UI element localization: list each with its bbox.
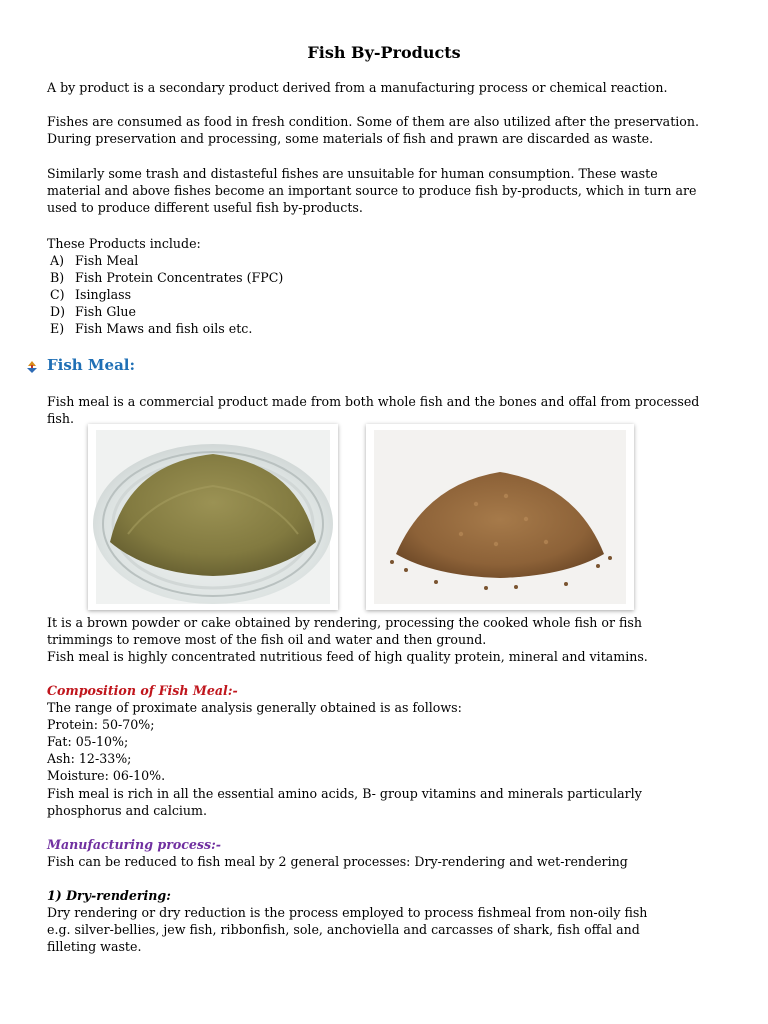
arrow-bullet-icon bbox=[25, 360, 39, 374]
list-item bbox=[50, 269, 283, 286]
products-heading: These Products include: bbox=[47, 236, 201, 251]
page-title: Fish By-Products bbox=[307, 43, 461, 62]
list-letter: D) bbox=[50, 304, 66, 319]
list-text: Isinglass bbox=[75, 287, 132, 302]
list-letter: A) bbox=[50, 253, 65, 268]
composition-protein: Protein: 50-70%; bbox=[47, 717, 155, 732]
composition-intro: The range of proximate analysis generally obtained is as follows: bbox=[47, 700, 462, 715]
list-item bbox=[50, 286, 283, 303]
dry-rendering-line-2: e.g. silver-bellies, jew fish, ribbonfish, sole, anchoviella and carcasses of shark, fish offal and bbox=[47, 922, 640, 937]
list-item bbox=[50, 252, 283, 269]
fish-meal-description-line-1: It is a brown powder or cake obtained by rendering, processing the cooked whole fish or fish bbox=[47, 615, 642, 630]
manufacturing-text: Fish can be reduced to fish meal by 2 general processes: Dry-rendering and wet-rendering bbox=[47, 854, 628, 869]
dry-rendering-line-1: Dry rendering or dry reduction is the process employed to process fishmeal from non-oily fish bbox=[47, 905, 648, 920]
products-list bbox=[50, 252, 283, 337]
fish-meal-description-line-3: Fish meal is highly concentrated nutritious feed of high quality protein, mineral and vitamins. bbox=[47, 649, 648, 664]
composition-rich-line-1: Fish meal is rich in all the essential amino acids, B- group vitamins and minerals particularly bbox=[47, 786, 642, 801]
fish-meal-heading: Fish Meal: bbox=[47, 356, 136, 374]
fish-meal-description-line-2: trimmings to remove most of the fish oil and water and then ground. bbox=[47, 632, 487, 647]
dry-rendering-line-3: filleting waste. bbox=[47, 939, 142, 954]
fish-meal-powder-image bbox=[88, 424, 338, 610]
composition-moisture: Moisture: 06-10%. bbox=[47, 768, 166, 783]
fish-meal-definition-line-2: fish. bbox=[47, 411, 74, 426]
composition-heading: Composition of Fish Meal:- bbox=[47, 683, 238, 698]
intro-paragraph-2-line-1: Fishes are consumed as food in fresh condition. Some of them are also utilized after the preservation. bbox=[47, 114, 699, 129]
dry-rendering-heading: 1) Dry-rendering: bbox=[47, 888, 171, 903]
composition-fat: Fat: 05-10%; bbox=[47, 734, 129, 749]
manufacturing-heading: Manufacturing process:- bbox=[47, 837, 221, 852]
list-text: Fish Protein Concentrates (FPC) bbox=[75, 270, 284, 285]
intro-paragraph-3-line-1: Similarly some trash and distasteful fishes are unsuitable for human consumption. These waste bbox=[47, 166, 658, 181]
intro-paragraph-1: A by product is a secondary product derived from a manufacturing process or chemical reaction. bbox=[47, 80, 668, 95]
list-text: Fish Maws and fish oils etc. bbox=[75, 321, 253, 336]
list-text: Fish Glue bbox=[75, 304, 136, 319]
list-text: Fish Meal bbox=[75, 253, 139, 268]
list-item bbox=[50, 320, 283, 337]
intro-paragraph-3-line-2: material and above fishes become an important source to produce fish by-products, which in turn are bbox=[47, 183, 697, 198]
composition-rich-line-2: phosphorus and calcium. bbox=[47, 803, 207, 818]
list-letter: E) bbox=[50, 321, 65, 336]
fish-meal-pellets-image bbox=[366, 424, 634, 610]
composition-ash: Ash: 12-33%; bbox=[47, 751, 132, 766]
fish-meal-definition-line-1: Fish meal is a commercial product made from both whole fish and the bones and offal from processed bbox=[47, 394, 700, 409]
list-letter: B) bbox=[50, 270, 65, 285]
list-letter: C) bbox=[50, 287, 65, 302]
intro-paragraph-2-line-2: During preservation and processing, some materials of fish and prawn are discarded as waste. bbox=[47, 131, 654, 146]
list-item bbox=[50, 303, 283, 320]
intro-paragraph-3-line-3: used to produce different useful fish by-products. bbox=[47, 200, 363, 215]
